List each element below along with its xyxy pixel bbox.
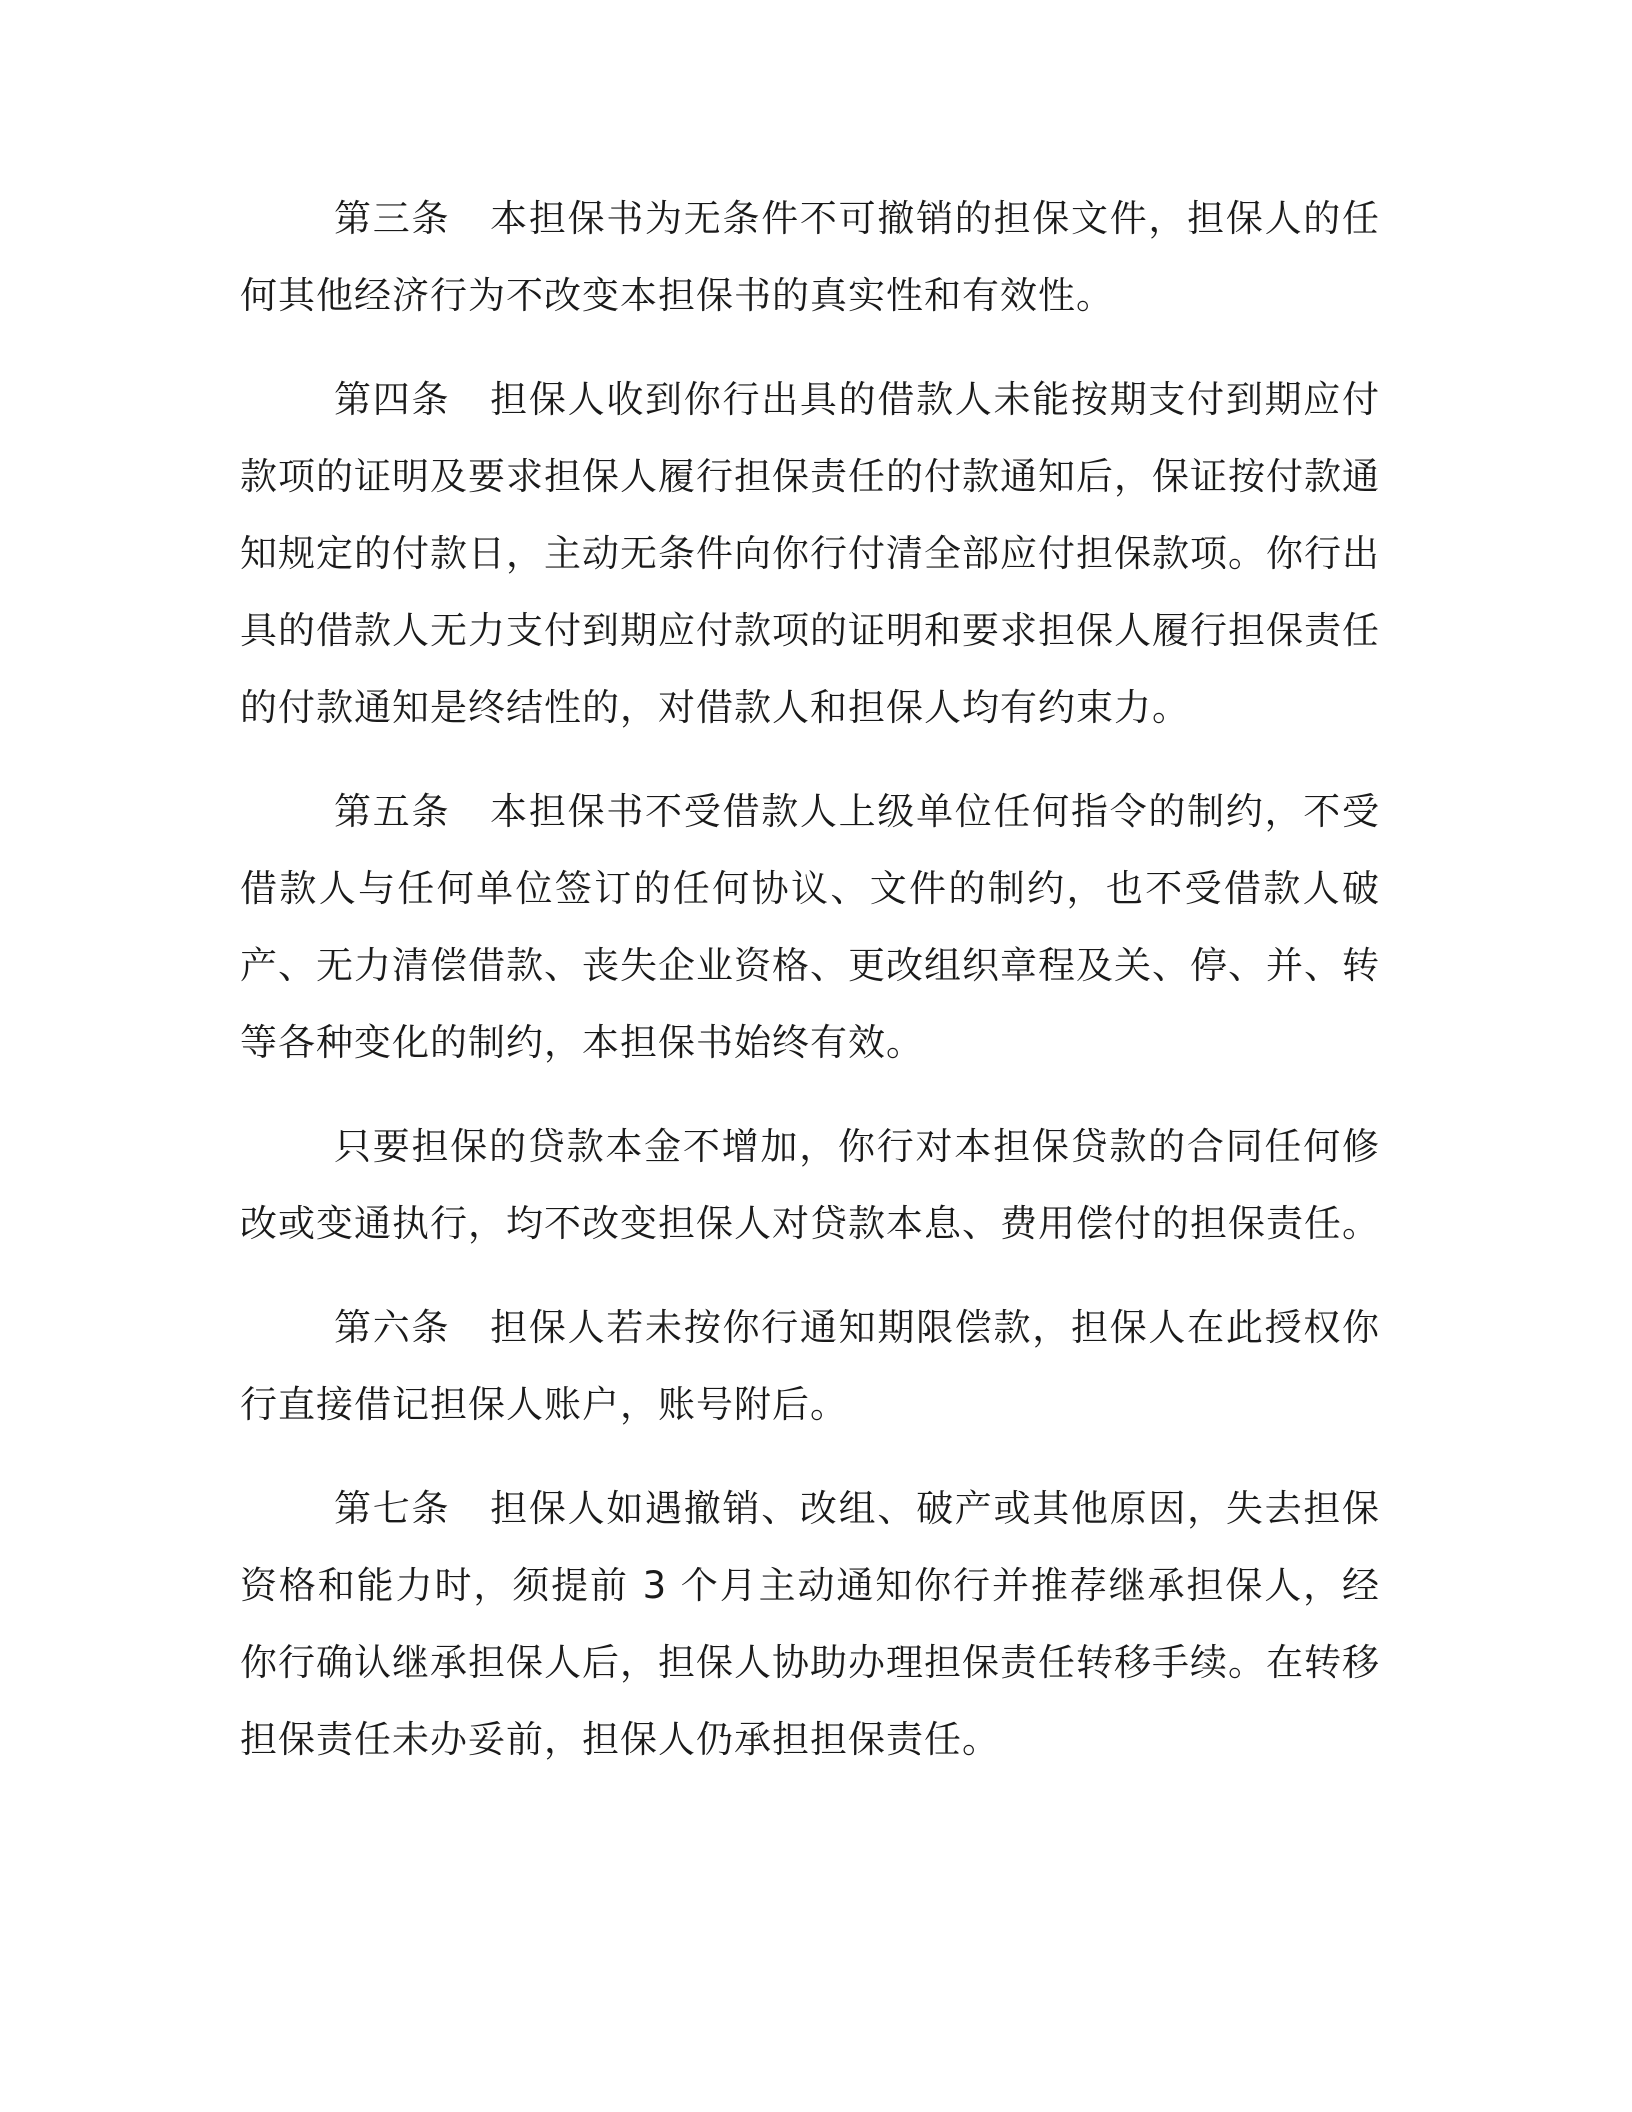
paragraph-text: 只要担保的贷款本金不增加，你行对本担保贷款的合同任何修改或变通执行，均不改变担保人对贷款本息、费用偿付的担保责任。: [240, 1125, 1380, 1245]
article-number: 第四条: [334, 378, 451, 421]
article-text: 本担保书不受借款人上级单位任何指令的制约，不受借款人与任何单位签订的任何协议、文件的制约，也不受借款人破产、无力清偿借款、丧失企业资格、更改组织章程及关、停、并、转等各种变化的制约，本担保书始终有效。: [240, 790, 1381, 1064]
article-3-paragraph: [240, 180, 1380, 334]
article-text: 担保人若未按你行通知期限偿款，担保人在此授权你行直接借记担保人账户，账号附后。: [240, 1306, 1381, 1426]
document-body: [240, 180, 1380, 1805]
article-6-paragraph: [240, 1289, 1380, 1443]
article-text: 本担保书为无条件不可撤销的担保文件，担保人的任何其他经济行为不改变本担保书的真实性和有效性。: [240, 197, 1381, 317]
article-number: 第五条: [334, 790, 451, 833]
article-number: 第六条: [334, 1306, 451, 1349]
article-number: 第三条: [334, 197, 451, 240]
article-text: 担保人如遇撤销、改组、破产或其他原因，失去担保资格和能力时，须提前 3 个月主动通知你行并推荐继承担保人，经你行确认继承担保人后，担保人协助办理担保责任转移手续。在转移担保责任未办妥前，担保人仍承担担保责任。: [240, 1487, 1381, 1761]
article-5-paragraph: [240, 773, 1380, 1081]
article-7-paragraph: [240, 1470, 1380, 1778]
article-number: 第七条: [334, 1487, 451, 1530]
article-4-paragraph: [240, 361, 1380, 746]
article-text: 担保人收到你行出具的借款人未能按期支付到期应付款项的证明及要求担保人履行担保责任的付款通知后，保证按付款通知规定的付款日，主动无条件向你行付清全部应付担保款项。你行出具的借款人无力支付到期应付款项的证明和要求担保人履行担保责任的付款通知是终结性的，对借款人和担保人均有约束力。: [240, 378, 1381, 729]
article-5-continuation-paragraph: [240, 1108, 1380, 1262]
